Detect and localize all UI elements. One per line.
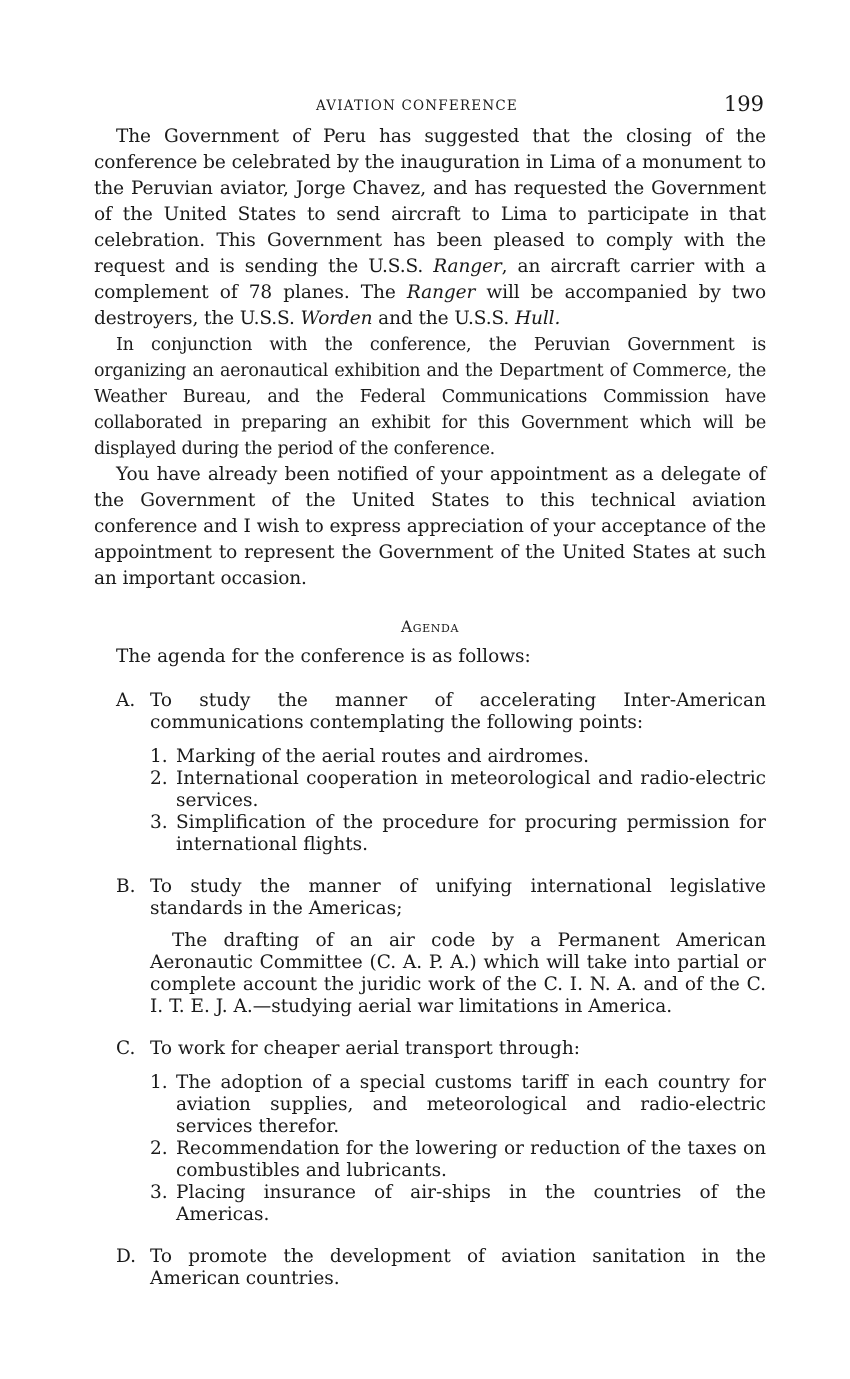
section-title-agenda: Agenda — [401, 618, 459, 636]
list-item: 1. The adoption of a special customs tariff in each country for aviation supplies, and meteorological and radio-electric services therefor. — [150, 1072, 766, 1137]
agenda-intro: The agenda for the conference is as follows: — [116, 646, 531, 667]
page-header — [94, 92, 766, 124]
list-item: 2. International cooperation in meteorological and radio-electric services. — [150, 768, 766, 811]
item-marker: D. — [116, 1246, 137, 1267]
item-text: To work for cheaper aerial transport through: — [150, 1038, 580, 1059]
item-a-points — [94, 746, 766, 856]
page-number: 199 — [723, 92, 764, 116]
list-item: 3. Placing insurance of air-ships in the countries of the Americas. — [150, 1182, 766, 1225]
agenda-item-d — [94, 1246, 766, 1290]
item-marker: C. — [116, 1038, 136, 1059]
item-marker: A. — [116, 690, 136, 711]
item-text: To study the manner of unifying international legislative standards in the Americas; — [150, 876, 766, 919]
item-text: To study the manner of accelerating Inter-American communications contemplating the following points: — [150, 690, 766, 733]
ship-name-ranger: Ranger — [433, 256, 502, 277]
list-item: 2. Recommendation for the lowering or reduction of the taxes on combustibles and lubricants. — [150, 1138, 766, 1181]
ship-name-hull: Hull. — [514, 308, 561, 329]
list-item: 1. Marking of the aerial routes and airdromes. — [150, 746, 589, 767]
list-item: 3. Simplification of the procedure for procuring permission for international flights. — [150, 812, 766, 855]
agenda-item-c — [94, 1038, 766, 1226]
paragraph-appointment: You have already been notified of your appointment as a delegate of the Government of the United States to this technical aviation conference and I wish to express appreciation of your acceptance of the appointment to represent the Government of the United States at such an important occasion. — [94, 464, 766, 589]
item-c-points — [94, 1072, 766, 1226]
paragraph-peru-celebration: The Government of Peru has suggested that the closing of the conference be celebrated by the inauguration in Lima of a monument to the Peruvian aviator, Jorge Chavez, and has requested the Government of the United States to send aircraft to Lima to participate in that celebration. This Government has been pleased to comply with the request and is sending the U.S.S. Ranger, an aircraft carrier with a complement of 78 planes. The Ranger will be accompanied by two destroyers, the U.S.S. Worden and the U.S.S. Hull. — [94, 126, 766, 329]
item-marker: B. — [116, 876, 136, 897]
ship-name-ranger: Ranger — [406, 282, 476, 303]
item-b-note: The drafting of an air code by a Permanent American Aeronautic Committee (C. A. P. A.) which will take into partial or complete account the juridic work of the C. I. N. A. and of the C. I. T. E. J. A.—studying aerial war limitations in America. — [150, 930, 766, 1017]
item-text: To promote the development of aviation sanitation in the American countries. — [150, 1246, 766, 1289]
running-title: AVIATION CONFERENCE — [316, 98, 518, 114]
paragraph-exhibition: In conjunction with the conference, the Peruvian Government is organizing an aeronautical exhibition and the Department of Commerce, the Weather Bureau, and the Federal Communications Commission have collaborated in preparing an exhibit for this Government which will be displayed during the period of the conference. — [94, 335, 766, 459]
agenda-item-a — [94, 690, 766, 856]
document-page — [94, 92, 766, 1290]
ship-name-worden: Worden — [300, 308, 373, 329]
agenda-item-b — [94, 876, 766, 1018]
